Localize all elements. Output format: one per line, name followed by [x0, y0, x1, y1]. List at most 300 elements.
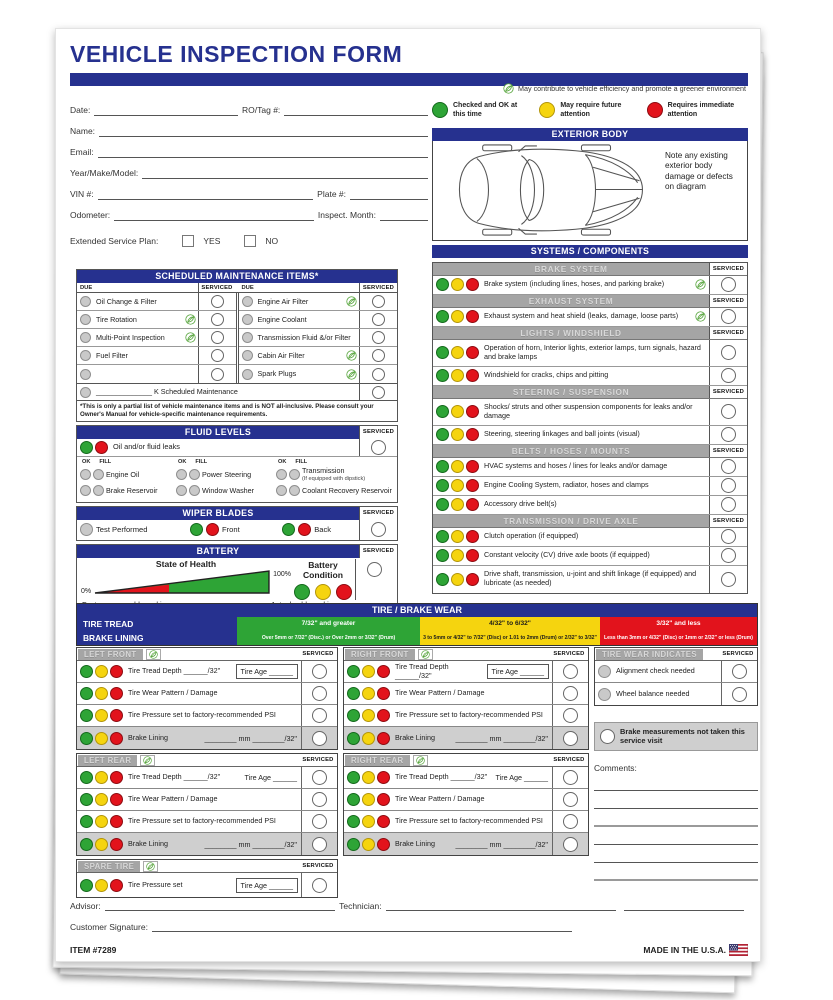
battery-yellow-dot[interactable]	[315, 584, 331, 600]
serviced-circle[interactable]	[371, 440, 386, 455]
red-mark-dot[interactable]	[110, 771, 123, 784]
serviced-circle[interactable]	[563, 770, 578, 785]
green-mark-dot[interactable]	[347, 793, 360, 806]
comments-label: Comments:	[594, 762, 637, 773]
system-row	[433, 496, 747, 515]
inspect-month-input-line[interactable]	[380, 209, 428, 221]
system-row	[433, 477, 747, 496]
tread-depth-row: Tire Tread Depth ______/32" Tire Age ______	[344, 767, 588, 789]
due-circle[interactable]	[242, 369, 253, 380]
yellow-mark-dot[interactable]	[362, 732, 375, 745]
lining-red-band: Less than 3mm or 4/32" (Disc) or 1mm or 2/32" or less (Drum)	[600, 631, 757, 645]
due-circle[interactable]	[242, 332, 253, 343]
serviced-circle[interactable]	[367, 562, 382, 577]
red-mark-dot[interactable]	[377, 732, 390, 745]
tread-yellow-band: 4/32" to 6/32"	[420, 617, 600, 631]
technician-input-line[interactable]	[386, 899, 616, 911]
due-circle[interactable]	[242, 350, 253, 361]
due-circle[interactable]	[80, 332, 91, 343]
red-mark-dot[interactable]	[466, 498, 479, 511]
exhaust-system-title: EXHAUST SYSTEM	[528, 295, 614, 306]
item-text: Brake system (including lines, hoses, and parking brake)	[484, 279, 665, 289]
red-mark-dot[interactable]	[466, 479, 479, 492]
serviced-circle[interactable]	[721, 459, 736, 474]
item-text: Steering, steering linkages and ball joints (visual)	[484, 429, 640, 439]
due-circle[interactable]	[242, 314, 253, 325]
yellow-mark-dot[interactable]	[362, 665, 375, 678]
system-row	[433, 308, 747, 327]
brake-lining-row: Brake Lining ________ mm ________/32"	[344, 727, 588, 749]
fill-circle[interactable]	[289, 469, 300, 480]
ro-tag-input-line[interactable]	[284, 104, 428, 116]
due-circle[interactable]	[80, 387, 91, 398]
serviced-circle[interactable]	[372, 386, 385, 399]
eco-leaf-icon	[346, 296, 357, 307]
vin-plate-row	[70, 179, 432, 200]
fill-circle[interactable]	[289, 485, 300, 496]
eco-leaf-icon	[695, 311, 706, 322]
green-mark-dot[interactable]	[80, 793, 93, 806]
fill-circle[interactable]	[93, 469, 104, 480]
green-mark-dot[interactable]	[347, 665, 360, 678]
fill-circle[interactable]	[93, 485, 104, 496]
green-mark-dot[interactable]	[436, 369, 449, 382]
serviced-circle[interactable]	[211, 368, 224, 381]
legend-ok-label: Checked and OK at this time	[453, 102, 518, 118]
serviced-header: SERVICED	[362, 548, 395, 554]
green-mark-dot[interactable]	[347, 709, 360, 722]
red-mark-dot[interactable]	[466, 278, 479, 291]
esp-no-label: NO	[265, 236, 279, 246]
brake-system-title: BRAKE SYSTEM	[534, 263, 608, 274]
tire-tread-label: TIRE TREAD	[83, 619, 134, 629]
serviced-circle[interactable]	[563, 814, 578, 829]
car-diagram-area[interactable]	[433, 141, 665, 240]
date-input-line[interactable]	[94, 104, 238, 116]
lights-windshield-title: LIGHTS / WINDSHIELD	[520, 327, 622, 338]
legend-immediate-label: Requires immediate attention	[667, 102, 735, 118]
fill-header: FILL	[295, 458, 308, 465]
vehicle-info-fields	[70, 95, 432, 247]
serviced-circle[interactable]	[312, 664, 327, 679]
serviced-circle[interactable]	[563, 664, 578, 679]
serviced-circle[interactable]	[721, 427, 736, 442]
serviced-circle[interactable]	[312, 770, 327, 785]
green-mark-dot[interactable]	[80, 732, 93, 745]
system-row	[433, 426, 747, 445]
green-mark-dot[interactable]	[347, 838, 360, 851]
serviced-circle[interactable]	[721, 572, 736, 587]
serviced-circle[interactable]	[312, 837, 327, 852]
fill-circle[interactable]	[189, 485, 200, 496]
green-mark-dot[interactable]	[80, 687, 93, 700]
serviced-circle[interactable]	[312, 731, 327, 746]
pressure-row: Tire Pressure set to factory-recommended PSI	[344, 705, 588, 727]
vin-input-line[interactable]	[98, 188, 314, 200]
serviced-circle[interactable]	[721, 368, 736, 383]
front-red-dot[interactable]	[206, 523, 219, 536]
yellow-mark-dot[interactable]	[451, 460, 464, 473]
item-text: Accessory drive belt(s)	[484, 499, 557, 509]
red-mark-dot[interactable]	[466, 310, 479, 323]
fluid-item: Power Steering	[176, 467, 276, 483]
yellow-mark-dot[interactable]	[95, 793, 108, 806]
red-mark-dot[interactable]	[377, 838, 390, 851]
right-front-quad	[343, 647, 589, 750]
test-performed-label: Test Performed	[96, 525, 148, 534]
comment-line[interactable]	[594, 773, 758, 791]
green-mark-dot[interactable]	[80, 815, 93, 828]
tire-age-label[interactable]: Tire Age ______	[244, 773, 297, 782]
yellow-mark-dot[interactable]	[95, 771, 108, 784]
serviced-circle[interactable]	[312, 686, 327, 701]
red-mark-dot[interactable]	[466, 460, 479, 473]
item-text: Clutch operation (if equipped)	[484, 531, 579, 541]
tire-brake-wear-header	[76, 603, 758, 646]
exterior-note: Note any existing exterior body damage or defects on diagram	[665, 150, 733, 192]
section-steering-suspension	[433, 386, 747, 399]
serviced-circle[interactable]	[732, 687, 747, 702]
eco-note	[432, 83, 748, 94]
red-mark-dot[interactable]	[110, 665, 123, 678]
serviced-header: SERVICED	[553, 651, 585, 657]
red-mark-dot[interactable]	[466, 549, 479, 562]
system-row	[433, 340, 747, 367]
yellow-mark-dot[interactable]	[362, 709, 375, 722]
serviced-circle[interactable]	[563, 731, 578, 746]
yellow-mark-dot[interactable]	[95, 687, 108, 700]
due-circle[interactable]	[80, 314, 91, 325]
green-mark-dot[interactable]	[436, 346, 449, 359]
k-scheduled-maintenance-row: ______________ K Scheduled Maintenance	[77, 383, 397, 400]
comment-line[interactable]	[594, 845, 758, 863]
front-label: Front	[221, 525, 240, 534]
maintenance-row: Cabin Air Filter	[239, 347, 398, 365]
green-mark-dot[interactable]	[436, 278, 449, 291]
yellow-mark-dot[interactable]	[451, 428, 464, 441]
red-mark-dot[interactable]	[110, 838, 123, 851]
green-mark-dot[interactable]	[347, 771, 360, 784]
serviced-circle[interactable]	[312, 708, 327, 723]
right-rear-quad	[343, 753, 589, 856]
yellow-mark-dot[interactable]	[451, 498, 464, 511]
yellow-mark-dot[interactable]	[362, 838, 375, 851]
lining-bands	[237, 631, 757, 645]
advisor-label: Advisor:	[70, 901, 101, 911]
serviced-circle[interactable]	[372, 368, 385, 381]
maintenance-right-column	[239, 293, 398, 383]
tire-wear-indicates-title: TIRE WEAR INDICATES	[596, 649, 703, 660]
inspection-form-sheet	[55, 28, 761, 962]
brake-lining-row: Brake Lining ________ mm ________/32"	[344, 833, 588, 855]
exterior-body-title: EXTERIOR BODY	[551, 128, 629, 139]
wiper-blades-header	[77, 507, 397, 520]
test-performed-circle[interactable]	[80, 523, 93, 536]
legend-item-immediate	[647, 102, 748, 120]
systems-table	[432, 262, 748, 594]
spare-tire-quad	[76, 859, 338, 898]
serviced-circle[interactable]	[721, 404, 736, 419]
fill-circle[interactable]	[189, 469, 200, 480]
serviced-circle[interactable]	[721, 478, 736, 493]
system-row	[433, 547, 747, 566]
legend-attention-label: May require future attention	[560, 102, 622, 118]
yellow-mark-dot[interactable]	[95, 815, 108, 828]
transmission-note: (If equipped with dipstick)	[302, 475, 366, 482]
odometer-input-line[interactable]	[114, 209, 314, 221]
right-column	[432, 83, 748, 594]
red-mark-dot[interactable]	[466, 573, 479, 586]
system-row	[433, 566, 747, 593]
ok-circle[interactable]	[176, 485, 187, 496]
red-mark-dot[interactable]	[110, 732, 123, 745]
serviced-circle[interactable]	[211, 295, 224, 308]
red-mark-dot[interactable]	[95, 441, 108, 454]
left-rear-title: LEFT REAR	[78, 755, 137, 766]
red-mark-dot[interactable]	[377, 771, 390, 784]
serviced-header: SERVICED	[712, 265, 745, 272]
tire-age-box[interactable]: Tire Age ______	[236, 664, 298, 679]
battery-green-dot[interactable]	[294, 584, 310, 600]
systems-components-header	[432, 245, 748, 258]
serviced-circle[interactable]	[732, 664, 747, 679]
yellow-mark-dot[interactable]	[451, 573, 464, 586]
exterior-body-box	[432, 141, 748, 241]
date-ro-row	[70, 95, 432, 116]
green-mark-dot[interactable]	[80, 665, 93, 678]
red-mark-dot[interactable]	[466, 346, 479, 359]
serviced-header: SERVICED	[362, 429, 395, 435]
yellow-mark-dot[interactable]	[451, 310, 464, 323]
green-mark-dot[interactable]	[80, 879, 93, 892]
green-mark-dot[interactable]	[436, 573, 449, 586]
left-front-title: LEFT FRONT	[78, 649, 143, 660]
plate-input-line[interactable]	[350, 188, 428, 200]
green-mark-dot[interactable]	[436, 479, 449, 492]
serviced-header: SERVICED	[362, 284, 395, 291]
red-mark-dot[interactable]	[377, 793, 390, 806]
left-middle-column	[76, 269, 398, 613]
due-circle[interactable]	[80, 369, 91, 380]
red-mark-dot[interactable]	[377, 815, 390, 828]
red-mark-dot[interactable]	[110, 879, 123, 892]
serviced-circle[interactable]	[372, 349, 385, 362]
serviced-circle[interactable]	[211, 331, 224, 344]
ok-circle[interactable]	[176, 469, 187, 480]
tire-age-box[interactable]: Tire Age ______	[487, 664, 549, 679]
serviced-circle[interactable]	[312, 878, 327, 893]
fluid-item: Engine Oil	[80, 467, 176, 483]
eco-note-text: May contribute to vehicle efficiency and promote a greener environment	[518, 84, 746, 93]
system-row	[433, 367, 747, 386]
red-mark-dot[interactable]	[377, 665, 390, 678]
scheduled-maintenance-header	[77, 270, 397, 283]
eco-leaf-icon	[185, 332, 196, 343]
green-mark-dot[interactable]	[436, 549, 449, 562]
name-input-line[interactable]	[99, 125, 428, 137]
green-mark-dot[interactable]	[80, 771, 93, 784]
yellow-mark-dot[interactable]	[95, 732, 108, 745]
exterior-body-header	[432, 128, 748, 141]
red-mark-dot[interactable]	[466, 428, 479, 441]
ok-circle[interactable]	[276, 469, 287, 480]
ok-circle[interactable]	[276, 485, 287, 496]
serviced-circle[interactable]	[312, 792, 327, 807]
indicate-circle[interactable]	[598, 688, 611, 701]
serviced-circle[interactable]	[563, 686, 578, 701]
email-input-line[interactable]	[98, 146, 428, 158]
comment-line[interactable]	[594, 791, 758, 809]
fluid-leaks-row: Oil and/or fluid leaks	[77, 439, 397, 457]
eco-leaf-icon	[695, 279, 706, 290]
battery-red-dot[interactable]	[336, 584, 352, 600]
green-mark-dot[interactable]	[347, 815, 360, 828]
advisor-input-line[interactable]	[105, 899, 335, 911]
plate-label: Plate #:	[317, 189, 346, 199]
green-mark-dot[interactable]	[436, 530, 449, 543]
red-mark-dot[interactable]	[377, 709, 390, 722]
battery-100-label: 100%	[273, 570, 291, 578]
green-mark-dot[interactable]	[436, 460, 449, 473]
serviced-circle[interactable]	[372, 331, 385, 344]
red-mark-dot[interactable]	[466, 405, 479, 418]
systems-components-title: SYSTEMS / COMPONENTS	[530, 245, 650, 256]
green-mark-dot[interactable]	[436, 428, 449, 441]
serviced-header: SERVICED	[712, 388, 745, 395]
serviced-circle[interactable]	[563, 837, 578, 852]
yellow-mark-dot[interactable]	[95, 879, 108, 892]
tread-lining-labels	[77, 617, 237, 645]
yellow-mark-dot[interactable]	[362, 793, 375, 806]
serviced-circle[interactable]	[721, 309, 736, 324]
serviced-circle[interactable]	[721, 497, 736, 512]
red-mark-dot[interactable]	[110, 815, 123, 828]
serviced-circle[interactable]	[721, 277, 736, 292]
email-row	[70, 137, 432, 158]
serviced-circle[interactable]	[312, 814, 327, 829]
ro-tag-label: RO/Tag #:	[242, 105, 281, 115]
yellow-mark-dot[interactable]	[451, 549, 464, 562]
red-mark-dot[interactable]	[466, 530, 479, 543]
wear-pattern-row: Tire Wear Pattern / Damage	[77, 683, 337, 705]
yellow-mark-dot[interactable]	[451, 479, 464, 492]
green-mark-dot[interactable]	[347, 732, 360, 745]
maintenance-row-blank	[77, 365, 236, 383]
lining-green-band: Over 5mm or 7/32" (Disc.) or Over 2mm or 3/32" (Drum)	[237, 631, 420, 645]
serviced-circle[interactable]	[372, 313, 385, 326]
serviced-circle[interactable]	[372, 295, 385, 308]
ymm-input-line[interactable]	[142, 167, 428, 179]
green-mark-dot[interactable]	[436, 310, 449, 323]
customer-signature-line[interactable]	[152, 920, 572, 932]
esp-yes-checkbox[interactable]	[182, 235, 194, 247]
yellow-mark-dot[interactable]	[451, 346, 464, 359]
green-mark-dot[interactable]	[80, 838, 93, 851]
red-mark-dot[interactable]	[466, 369, 479, 382]
serviced-circle[interactable]	[563, 708, 578, 723]
serviced-circle[interactable]	[371, 522, 386, 537]
green-mark-dot[interactable]	[80, 709, 93, 722]
green-mark-dot[interactable]	[436, 405, 449, 418]
yellow-mark-dot[interactable]	[451, 530, 464, 543]
tread-bands	[237, 617, 757, 631]
back-red-dot[interactable]	[298, 523, 311, 536]
brake-lining-row: Brake Lining ________ mm ________/32"	[77, 833, 337, 855]
wear-pattern-row: Tire Wear Pattern / Damage	[344, 789, 588, 811]
red-mark-dot[interactable]	[110, 793, 123, 806]
serviced-header: SERVICED	[362, 510, 395, 516]
maintenance-left-column	[77, 293, 236, 383]
green-mark-dot[interactable]	[80, 441, 93, 454]
ok-circle[interactable]	[80, 485, 91, 496]
spare-pressure-row: Tire Pressure set Tire Age ______	[77, 873, 337, 897]
esp-no-checkbox[interactable]	[244, 235, 256, 247]
yellow-mark-dot[interactable]	[95, 709, 108, 722]
yellow-mark-dot[interactable]	[451, 405, 464, 418]
yellow-mark-dot[interactable]	[95, 665, 108, 678]
tire-wear-indicates-block	[594, 647, 758, 706]
serviced-header: SERVICED	[712, 329, 745, 336]
tread-red-band: 3/32" and less	[600, 617, 757, 631]
comment-line[interactable]	[594, 863, 758, 881]
comment-line[interactable]	[594, 827, 758, 845]
battery-health-wedge[interactable]	[93, 569, 271, 595]
tire-age-box[interactable]: Tire Age ______	[236, 878, 298, 893]
green-mark-dot[interactable]	[347, 687, 360, 700]
odometer-row	[70, 200, 432, 221]
serviced-circle[interactable]	[563, 792, 578, 807]
tire-age-label[interactable]: Tire Age ______	[495, 773, 548, 782]
back-green-dot[interactable]	[282, 523, 295, 536]
yellow-mark-dot[interactable]	[362, 687, 375, 700]
ymm-row	[70, 158, 432, 179]
yellow-mark-dot[interactable]	[95, 838, 108, 851]
due-circle[interactable]	[80, 296, 91, 307]
serviced-circle[interactable]	[721, 345, 736, 360]
status-legend	[432, 102, 748, 120]
front-green-dot[interactable]	[190, 523, 203, 536]
serviced-circle[interactable]	[211, 313, 224, 326]
fluid-item: Brake Reservoir	[80, 483, 176, 499]
yellow-mark-dot[interactable]	[451, 278, 464, 291]
serviced-circle[interactable]	[721, 548, 736, 563]
comment-line[interactable]	[594, 809, 758, 827]
due-header: DUE	[241, 284, 254, 291]
spare-tire-title: SPARE TIRE	[78, 861, 140, 872]
yellow-mark-dot[interactable]	[362, 771, 375, 784]
yellow-mark-dot[interactable]	[362, 815, 375, 828]
red-mark-dot[interactable]	[110, 709, 123, 722]
due-circle[interactable]	[80, 350, 91, 361]
due-circle[interactable]	[242, 296, 253, 307]
indicate-circle[interactable]	[598, 665, 611, 678]
extra-input-line[interactable]	[624, 899, 744, 911]
fluid-item: Window Washer	[176, 483, 276, 499]
brake-note-circle[interactable]	[600, 729, 615, 744]
eco-leaf-icon	[149, 650, 158, 659]
serviced-circle[interactable]	[721, 529, 736, 544]
comments-section	[594, 763, 758, 881]
serviced-circle[interactable]	[211, 349, 224, 362]
red-mark-dot[interactable]	[110, 687, 123, 700]
red-mark-dot[interactable]	[377, 687, 390, 700]
ok-circle[interactable]	[80, 469, 91, 480]
made-in-usa-label: MADE IN THE U.S.A.	[643, 945, 726, 955]
yellow-status-dot	[539, 102, 555, 118]
yellow-mark-dot[interactable]	[451, 369, 464, 382]
green-mark-dot[interactable]	[436, 498, 449, 511]
item-text: Constant velocity (CV) drive axle boots (if equipped)	[484, 550, 650, 560]
